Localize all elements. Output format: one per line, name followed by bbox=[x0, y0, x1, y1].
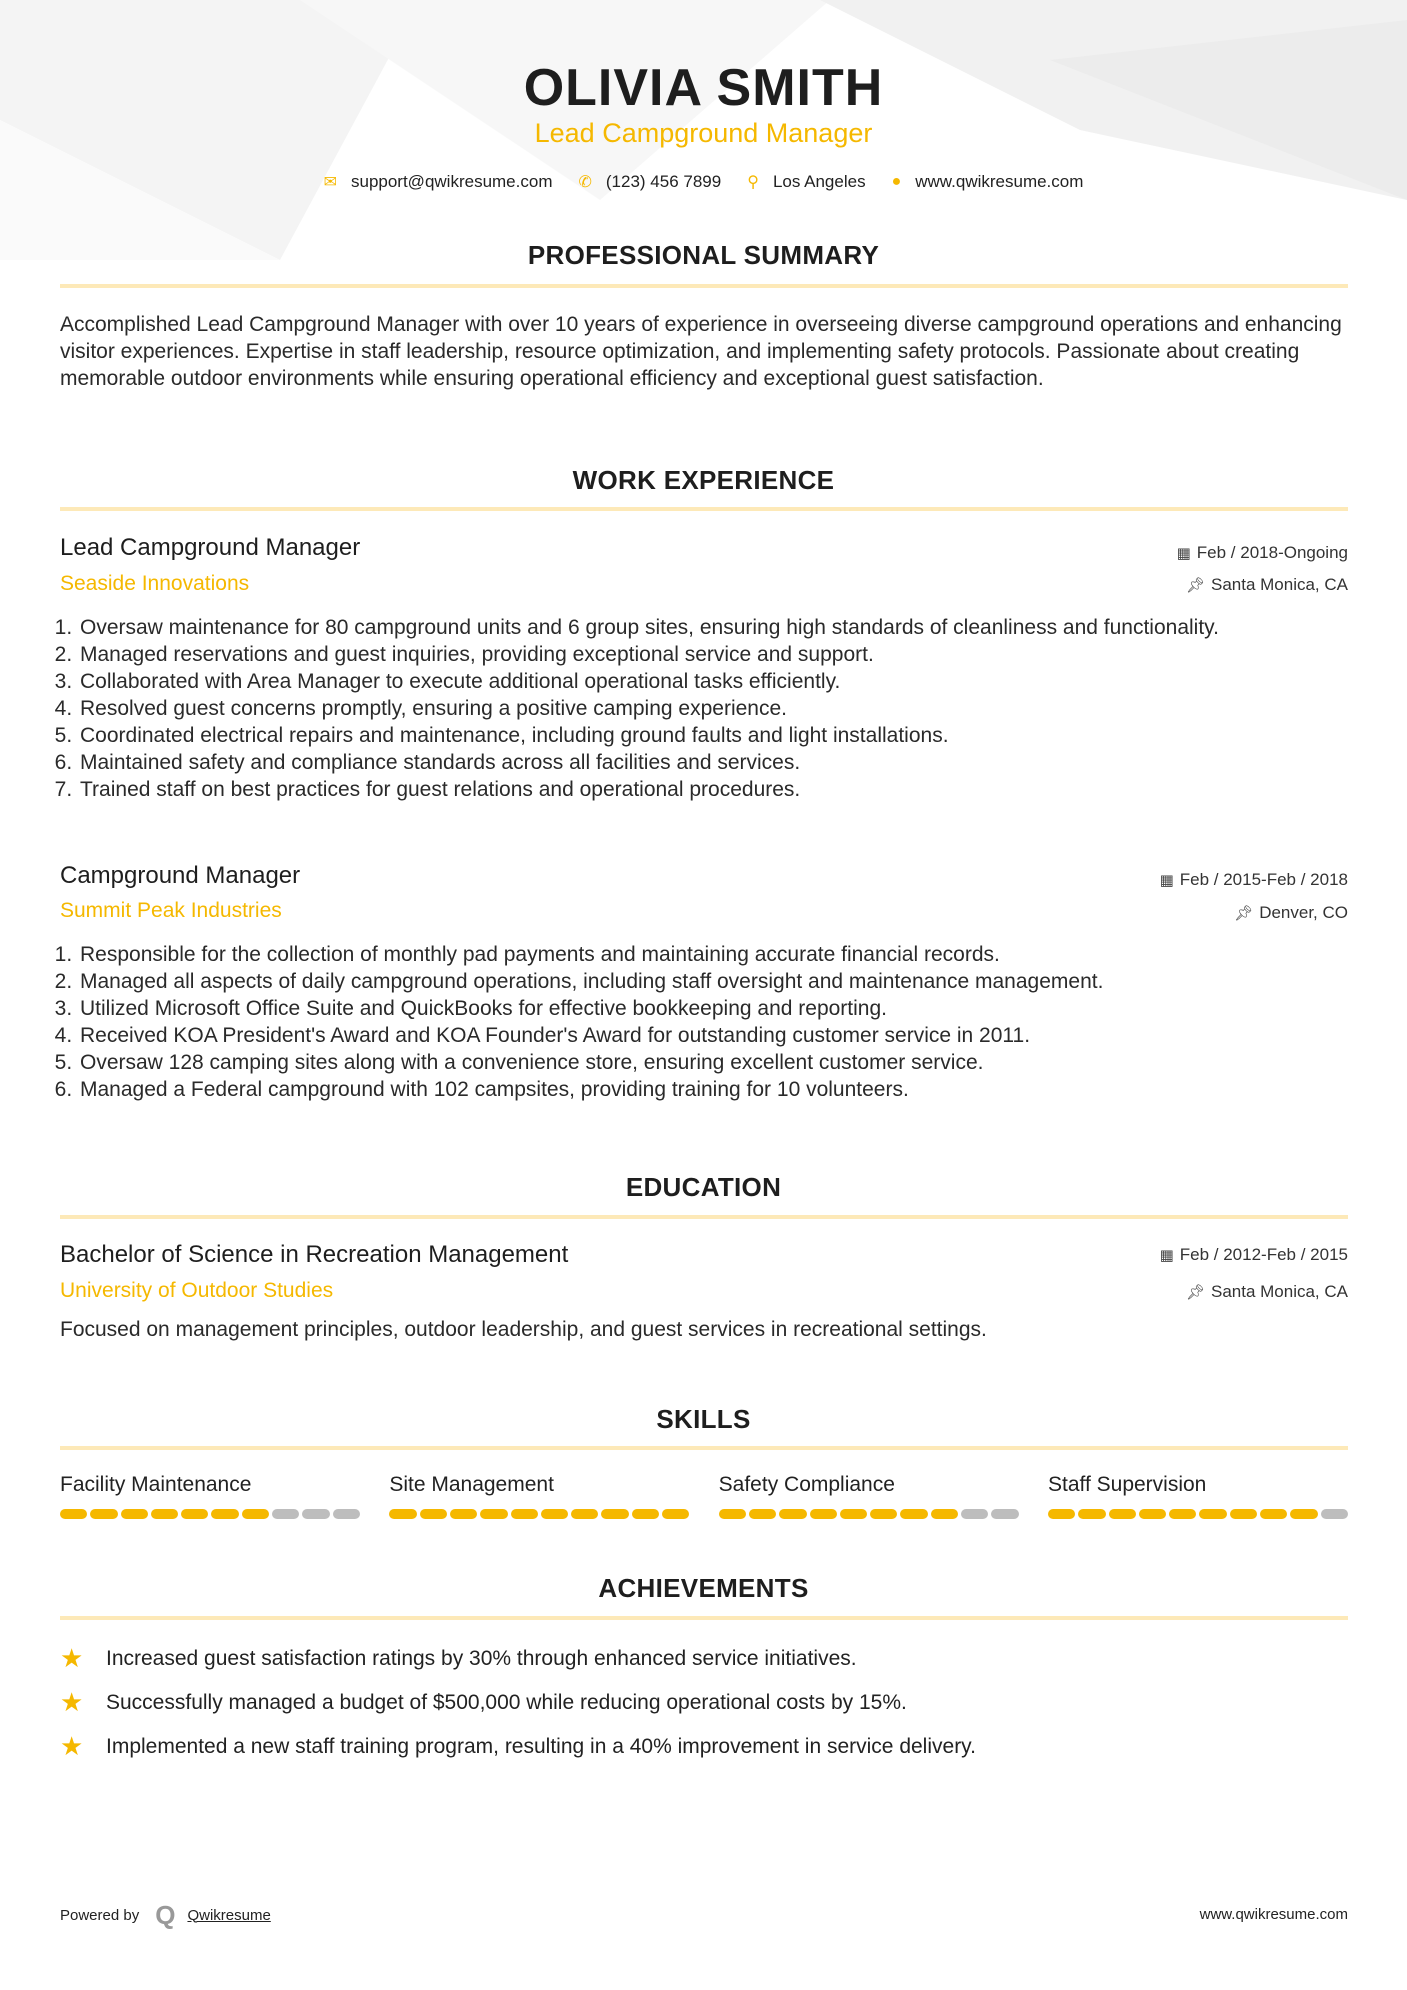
divider bbox=[60, 1215, 1348, 1219]
rating-dot bbox=[991, 1509, 1018, 1519]
rating-dot bbox=[870, 1509, 897, 1519]
rating-dot bbox=[302, 1509, 329, 1519]
rating-dot bbox=[181, 1509, 208, 1519]
dates-text: Feb / 2018-Ongoing bbox=[1196, 543, 1348, 562]
rating-dot bbox=[840, 1509, 867, 1519]
globe-icon: ● bbox=[891, 173, 902, 190]
location-text: Santa Monica, CA bbox=[1210, 1282, 1348, 1301]
rating-dot bbox=[1169, 1509, 1196, 1519]
achievement-item bbox=[60, 1643, 857, 1674]
rating-dot bbox=[662, 1509, 689, 1519]
skill-rating bbox=[1048, 1509, 1348, 1519]
website-link[interactable]: www.qwikresume.com bbox=[915, 172, 1084, 191]
edu-description: Focused on management principles, outdoor leadership, and guest services in recreational settings. bbox=[60, 1318, 987, 1341]
job-dates bbox=[1177, 543, 1348, 563]
bullet-item: 5. Coordinated electrical repairs and maintenance, including ground faults and light installations. bbox=[78, 722, 1350, 749]
company-name: Summit Peak Industries bbox=[60, 899, 282, 922]
rating-dot bbox=[571, 1509, 598, 1519]
rating-dot bbox=[420, 1509, 447, 1519]
rating-dot bbox=[1230, 1509, 1257, 1519]
rating-dot bbox=[1048, 1509, 1075, 1519]
skill-item bbox=[1048, 1473, 1348, 1519]
pin-icon: 📌︎ bbox=[1185, 577, 1205, 594]
rating-dot bbox=[480, 1509, 507, 1519]
email-link[interactable]: support@qwikresume.com bbox=[350, 172, 553, 191]
rating-dot bbox=[541, 1509, 568, 1519]
footer-website[interactable]: www.qwikresume.com bbox=[1199, 1906, 1348, 1923]
pin-icon: 📌︎ bbox=[1234, 905, 1254, 922]
rating-dot bbox=[1321, 1509, 1348, 1519]
rating-dot bbox=[1290, 1509, 1317, 1519]
bullet-item: 2. Managed all aspects of daily campground operations, including staff oversight and maintenance management. bbox=[78, 968, 1350, 995]
candidate-name: OLIVIA SMITH bbox=[523, 59, 884, 117]
rating-dot bbox=[810, 1509, 837, 1519]
calendar-icon: ▦ bbox=[1176, 545, 1191, 562]
rating-dot bbox=[1260, 1509, 1287, 1519]
achievement-text: Successfully managed a budget of $500,000 while reducing operational costs by 15%. bbox=[106, 1690, 907, 1714]
bullet-item: 7. Trained staff on best practices for guest relations and operational procedures. bbox=[78, 776, 1350, 803]
skills-list bbox=[60, 1473, 1348, 1519]
star-icon: ★ bbox=[60, 1731, 84, 1761]
rating-dot bbox=[242, 1509, 269, 1519]
contact-bar bbox=[0, 172, 1407, 192]
bullet-item: 1. Responsible for the collection of monthly pad payments and maintaining accurate financial records. bbox=[78, 941, 1350, 968]
rating-dot bbox=[60, 1509, 87, 1519]
divider bbox=[60, 1446, 1348, 1450]
dates-text: Feb / 2012-Feb / 2015 bbox=[1179, 1245, 1348, 1264]
rating-dot bbox=[121, 1509, 148, 1519]
bullet-item: 4. Resolved guest concerns promptly, ensuring a positive camping experience. bbox=[78, 695, 1350, 722]
edu-dates bbox=[1160, 1245, 1348, 1265]
rating-dot bbox=[779, 1509, 806, 1519]
rating-dot bbox=[389, 1509, 416, 1519]
footer-powered bbox=[60, 1902, 271, 1928]
rating-dot bbox=[961, 1509, 988, 1519]
skill-item bbox=[389, 1473, 689, 1519]
achievement-item bbox=[60, 1731, 976, 1762]
location-text: Santa Monica, CA bbox=[1210, 575, 1348, 594]
phone-text: (123) 456 7899 bbox=[605, 172, 722, 191]
rating-dot bbox=[90, 1509, 117, 1519]
skill-rating bbox=[60, 1509, 360, 1519]
rating-dot bbox=[151, 1509, 178, 1519]
brand-link[interactable]: Qwikresume bbox=[187, 1906, 271, 1924]
calendar-icon: ▦ bbox=[1159, 872, 1174, 889]
rating-dot bbox=[333, 1509, 360, 1519]
rating-dot bbox=[1078, 1509, 1105, 1519]
degree: Bachelor of Science in Recreation Management bbox=[60, 1241, 569, 1268]
summary-text: Accomplished Lead Campground Manager with over 10 years of experience in overseeing diverse campground operations and enhancing visitor experiences. Expertise in staff leadership, resource optimization, and implementing safety protocols. Passionate about creating memorable outdoor environments while ensuring operational efficiency and exceptional guest satisfaction. bbox=[60, 313, 1342, 390]
skill-name: Facility Maintenance bbox=[60, 1473, 252, 1496]
dates-text: Feb / 2015-Feb / 2018 bbox=[1179, 870, 1348, 889]
rating-dot bbox=[601, 1509, 628, 1519]
location-text: Los Angeles bbox=[772, 172, 866, 191]
school-name: University of Outdoor Studies bbox=[60, 1279, 334, 1302]
rating-dot bbox=[931, 1509, 958, 1519]
skill-name: Site Management bbox=[389, 1473, 554, 1496]
job-title: Campground Manager bbox=[60, 862, 301, 889]
divider bbox=[60, 507, 1348, 511]
bullet-item: 6. Maintained safety and compliance standards across all facilities and services. bbox=[78, 749, 1350, 776]
rating-dot bbox=[211, 1509, 238, 1519]
bullet-item: 4. Received KOA President's Award and KOA Founder's Award for outstanding customer service in 2011. bbox=[78, 1022, 1350, 1049]
section-heading-education: EDUCATION bbox=[625, 1172, 782, 1202]
location-text: Denver, CO bbox=[1259, 903, 1348, 922]
rating-dot bbox=[1109, 1509, 1136, 1519]
powered-by-text: Powered by bbox=[60, 1906, 140, 1924]
rating-dot bbox=[450, 1509, 477, 1519]
qwikresume-logo-icon: Q bbox=[155, 1900, 176, 1930]
bullet-item: 3. Utilized Microsoft Office Suite and QuickBooks for effective bookkeeping and reporting. bbox=[78, 995, 1350, 1022]
candidate-title: Lead Campground Manager bbox=[534, 118, 873, 148]
bullet-item: 2. Managed reservations and guest inquiries, providing exceptional service and support. bbox=[78, 641, 1350, 668]
section-heading-achievements: ACHIEVEMENTS bbox=[598, 1573, 809, 1603]
skill-rating bbox=[389, 1509, 689, 1519]
rating-dot bbox=[632, 1509, 659, 1519]
rating-dot bbox=[1139, 1509, 1166, 1519]
section-heading-summary: PROFESSIONAL SUMMARY bbox=[527, 240, 880, 270]
skill-item bbox=[60, 1473, 360, 1519]
job-location bbox=[1234, 903, 1348, 923]
bullet-item: 6. Managed a Federal campground with 102 campsites, providing training for 10 volunteers. bbox=[78, 1076, 1350, 1103]
job-location bbox=[1186, 575, 1348, 595]
star-icon: ★ bbox=[60, 1687, 84, 1717]
job-bullets bbox=[60, 941, 1350, 1103]
divider bbox=[60, 284, 1348, 288]
skill-name: Safety Compliance bbox=[718, 1473, 895, 1496]
skill-item bbox=[719, 1473, 1019, 1519]
rating-dot bbox=[719, 1509, 746, 1519]
rating-dot bbox=[272, 1509, 299, 1519]
rating-dot bbox=[1199, 1509, 1226, 1519]
company-name: Seaside Innovations bbox=[60, 572, 250, 595]
section-heading-experience: WORK EXPERIENCE bbox=[572, 465, 835, 495]
map-pin-icon: ⚲ bbox=[747, 174, 759, 191]
rating-dot bbox=[900, 1509, 927, 1519]
phone-icon: ✆ bbox=[578, 174, 592, 191]
star-icon: ★ bbox=[60, 1643, 84, 1673]
job-dates bbox=[1160, 870, 1348, 890]
skill-name: Staff Supervision bbox=[1047, 1473, 1207, 1496]
envelope-icon: ✉ bbox=[323, 174, 337, 191]
achievement-item bbox=[60, 1687, 907, 1718]
edu-location bbox=[1186, 1282, 1348, 1302]
job-bullets bbox=[60, 614, 1350, 803]
rating-dot bbox=[511, 1509, 538, 1519]
bullet-item: 5. Oversaw 128 camping sites along with a convenience store, ensuring excellent customer service. bbox=[78, 1049, 1350, 1076]
job-title: Lead Campground Manager bbox=[60, 534, 361, 561]
skill-rating bbox=[719, 1509, 1019, 1519]
achievement-text: Implemented a new staff training program, resulting in a 40% improvement in service delivery. bbox=[106, 1734, 976, 1758]
calendar-icon: ▦ bbox=[1159, 1247, 1174, 1264]
rating-dot bbox=[749, 1509, 776, 1519]
achievement-text: Increased guest satisfaction ratings by 30% through enhanced service initiatives. bbox=[106, 1646, 857, 1670]
bullet-item: 3. Collaborated with Area Manager to execute additional operational tasks efficiently. bbox=[78, 668, 1350, 695]
pin-icon: 📌︎ bbox=[1185, 1284, 1205, 1301]
bullet-item: 1. Oversaw maintenance for 80 campground units and 6 group sites, ensuring high standards of cleanliness and functionality. bbox=[78, 614, 1350, 641]
divider bbox=[60, 1616, 1348, 1620]
section-heading-skills: SKILLS bbox=[656, 1404, 751, 1434]
